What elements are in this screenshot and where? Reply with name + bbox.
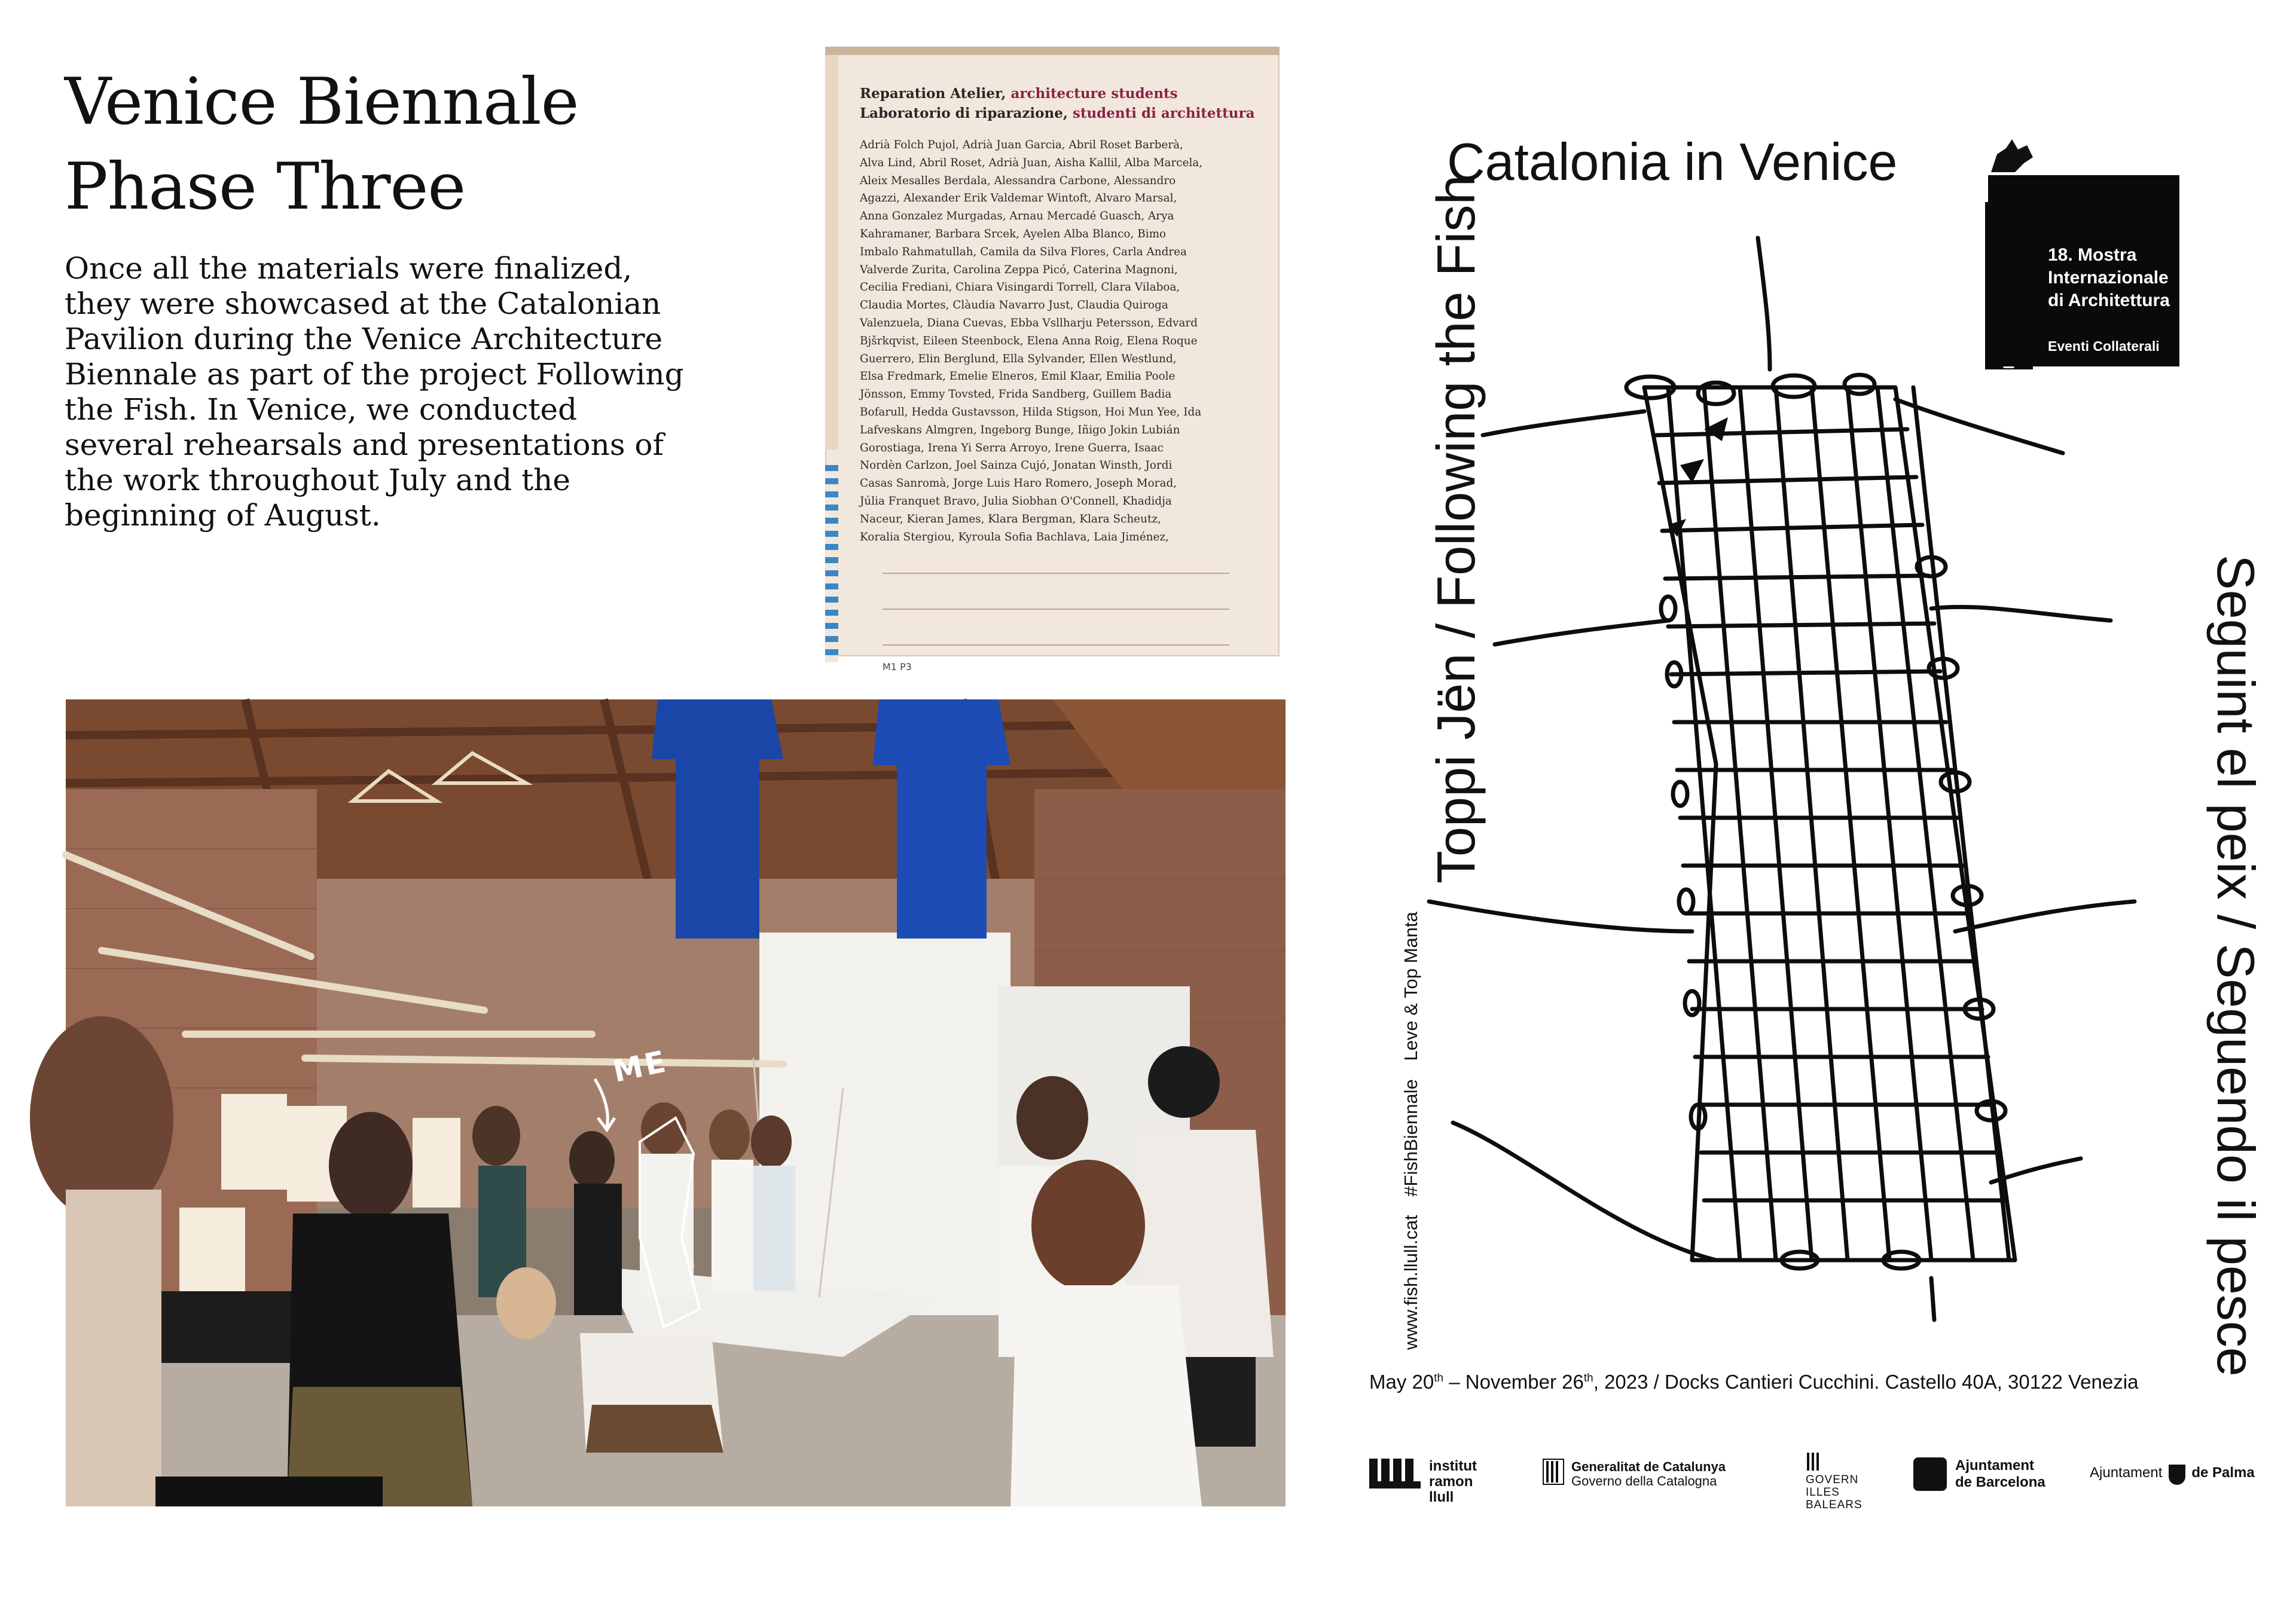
credit-name-line: Nordèn Carlzon, Joel Sainza Cujó, Jonatan Winsth, Jordi	[860, 459, 1173, 472]
credit-name-line: Bjšrkqvist, Eileen Steenbock, Elena Anna Roig, Elena Roque	[860, 334, 1198, 347]
body-line: the Fish. In Venice, we conducted	[65, 392, 578, 427]
board-code: M1 P3	[883, 661, 912, 673]
title-line-1: Venice Biennale	[65, 65, 579, 139]
poster-side-info	[1400, 898, 1422, 1350]
credit-name-line: Cecilia Frediani, Chiara Visingardi Torrell, Clara Vilaboa,	[860, 281, 1180, 294]
credits-names-list	[860, 136, 1254, 546]
body-line: beginning of August.	[65, 498, 381, 533]
credit-name-line: Casas Sanromà, Jorge Luis Haro Romero, Joseph Morad,	[860, 477, 1177, 490]
credit-name-line: Jönsson, Emmy Tovsted, Frida Sandberg, Guillem Badia	[860, 388, 1172, 401]
credit-name-line: Júlia Franquet Bravo, Julia Siobhan O'Connell, Khadidja	[860, 494, 1172, 508]
body-line: Once all the materials were finalized,	[65, 251, 633, 286]
title-line-2: Phase Three	[65, 149, 466, 224]
biennale-logo-subtitle: Eventi Collaterali	[2048, 338, 2160, 354]
sponsor-ajuntament-palma: Ajuntament de Palma	[2090, 1465, 2255, 1485]
credit-name-line: Guerrero, Elin Berglund, Ella Sylvander, Ellen Westlund,	[860, 352, 1177, 365]
credit-name-line: Valverde Zurita, Carolina Zeppa Picó, Caterina Magnoni,	[860, 263, 1178, 276]
credit-name-line: Claudia Mortes, Clàudia Navarro Just, Claudia Quiroga	[860, 299, 1168, 312]
generalitat-crest-icon	[1543, 1459, 1564, 1485]
credit-name-line: Aleix Mesalles Berdala, Alessandra Carbone, Alessandro	[860, 174, 1176, 187]
poster-dates: May 20th – November 26th, 2023 / Docks Cantieri Cucchini. Castello 40A, 30122 Venezia	[1369, 1371, 2139, 1393]
blue-tape-decoration	[825, 465, 838, 662]
exhibition-photo	[66, 699, 1286, 1506]
winged-lion-icon	[1985, 136, 2039, 178]
body-line: Biennale as part of the project Following	[65, 357, 684, 392]
photo-illustration	[66, 699, 1286, 1506]
credit-name-line: Alva Lind, Abril Roset, Adrià Juan, Aisha Kallil, Alba Marcela,	[860, 156, 1203, 169]
divider	[883, 573, 1229, 574]
website-link[interactable]: www.fish.llull.cat	[1400, 1215, 1421, 1350]
board-top-bar	[825, 47, 1280, 55]
barcelona-crest-icon	[1913, 1457, 1947, 1491]
credit-name-line: Lafveskans Almgren, Ingeborg Bunge, Iñigo Jokin Lubián	[860, 423, 1180, 436]
credits-line: Leve & Top Manta	[1400, 912, 1421, 1061]
credit-name-line: Naceur, Kieran James, Klara Bergman, Klara Scheutz,	[860, 512, 1161, 525]
body-line: the work throughout July and the	[65, 463, 570, 497]
divider	[883, 644, 1229, 646]
credit-name-line: Agazzi, Alexander Erik Valdemar Wintoft, Alvaro Marsal,	[860, 192, 1177, 205]
poster-translations-vertical: Seguint el peix / Seguendo il pesce	[2206, 555, 2266, 1377]
balears-crest-icon	[1806, 1453, 1821, 1471]
divider	[883, 609, 1229, 610]
sponsor-logos: institut ramon llull Generalitat de Catalunya Governo della Catalogna GOVERN ILLES BALEARS Ajuntament de Barcelona Ajuntament de Palma	[1369, 1453, 2230, 1548]
page-title	[65, 60, 812, 230]
credit-name-line: Gorostiaga, Irena Yi Serra Arroyo, Irene Guerra, Isaac	[860, 441, 1164, 454]
hashtag: #FishBiennale	[1400, 1079, 1421, 1197]
credit-name-line: Elsa Fredmark, Emelie Elneros, Emil Klaar, Emilia Poole	[860, 370, 1176, 383]
credit-name-line: Anna Gonzalez Murgadas, Arnau Mercadé Guasch, Arya	[860, 210, 1174, 223]
credit-name-line: Valenzuela, Diana Cuevas, Ebba Vsllharju Petersson, Edvard	[860, 316, 1198, 329]
poster-title-vertical: Toppi Jën / Following the Fish	[1427, 175, 1486, 884]
board-edge	[825, 55, 838, 450]
credit-name-line: Kahramaner, Barbara Srcek, Ayelen Alba Blanco, Bimo	[860, 227, 1167, 240]
credit-name-line: Adrià Folch Pujol, Adrià Juan Garcia, Abril Roset Barberà,	[860, 139, 1183, 151]
poster-headline: Catalonia in Venice	[1447, 132, 1898, 191]
credit-name-line: Bofarull, Hedda Gustavsson, Hilda Stigson, Hoi Mun Yee, Ida	[860, 405, 1202, 418]
credits-title: Reparation Atelier, architecture students Laboratorio di riparazione, studenti di architettura	[860, 85, 1255, 121]
body-line: Pavilion during the Venice Architecture	[65, 322, 663, 356]
body-paragraph	[65, 251, 710, 533]
credit-name-line: Imbalo Rahmatullah, Camila da Silva Flores, Carla Andrea	[860, 245, 1187, 258]
palma-crest-icon	[2169, 1465, 2185, 1485]
biennale-logo-title: 18. Mostra Internazionale di Architettura Eventi Collaterali	[2048, 244, 2173, 357]
me-annotation: ME	[609, 1044, 671, 1089]
event-poster	[1333, 47, 2266, 1577]
credit-name-line: Koralia Stergiou, Kyroula Sofia Bachlava, Laia Jiménez,	[860, 530, 1169, 543]
body-line: several rehearsals and presentations of	[65, 427, 664, 462]
sponsor-govern-illes-balears: GOVERN ILLES BALEARS	[1806, 1453, 1863, 1511]
llull-mark-icon	[1369, 1459, 1423, 1488]
credits-board-photo	[825, 47, 1280, 673]
body-line: they were showcased at the Catalonian	[65, 286, 661, 321]
